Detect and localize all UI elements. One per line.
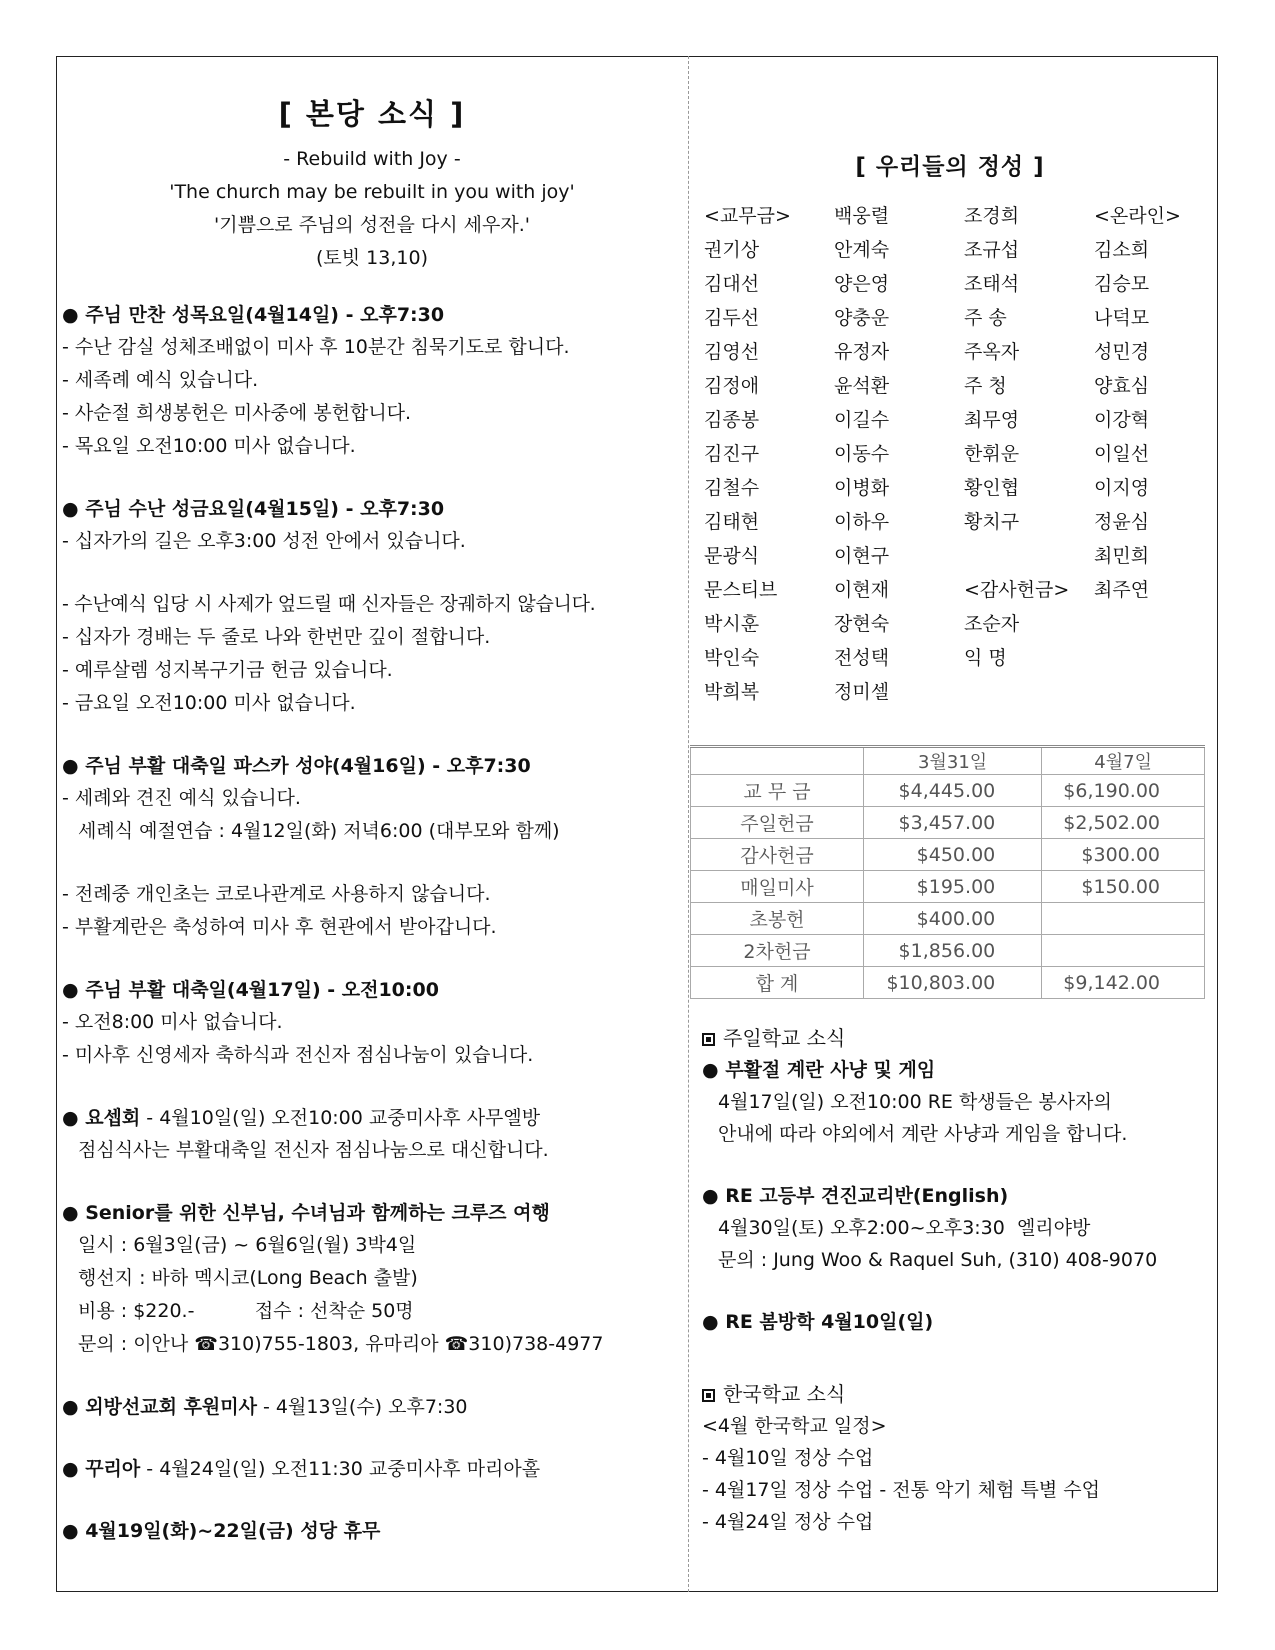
finance-amount: $195.00	[864, 871, 1042, 903]
finance-amount: $150.00	[1042, 871, 1205, 903]
donor-name: 조경희	[964, 205, 1020, 227]
easter-vigil-line: 세례식 예절연습 : 4월12일(화) 저녁6:00 (대부모와 함께)	[78, 820, 560, 842]
donor-name: 박인숙	[704, 647, 760, 669]
donor-name: 성민경	[1094, 341, 1150, 363]
parish-news-title: [ 본당 소식 ]	[278, 97, 466, 131]
easter-sunday-line: - 오전8:00 미사 없습니다.	[62, 1011, 283, 1033]
finance-amount: $300.00	[1042, 839, 1205, 871]
donor-name: 이강혁	[1094, 409, 1150, 431]
donor-name: 최민희	[1094, 545, 1150, 567]
donor-name: 조태석	[964, 273, 1020, 295]
mission-mass-detail: - 4월13일(수) 오후7:30	[257, 1396, 468, 1418]
donor-name: 이지영	[1094, 477, 1150, 499]
good-friday-line: - 십자가 경배는 두 줄로 나와 한번만 깊이 절합니다.	[62, 626, 491, 648]
donor-name: 문광식	[704, 545, 760, 567]
donor-name: 정미셀	[834, 681, 890, 703]
korean-school-line: - 4월24일 정상 수업	[702, 1511, 874, 1533]
donor-name: <교무금>	[704, 205, 791, 227]
mission-mass-heading	[62, 1391, 682, 1423]
good-friday-heading: ● 주님 수난 성금요일(4월15일) - 오후7:30	[62, 498, 445, 520]
donor-name: 최주연	[1094, 579, 1150, 601]
donor-name: 김태현	[704, 511, 760, 533]
donor-name: 김정애	[704, 375, 760, 397]
finance-amount: $400.00	[864, 903, 1042, 935]
finance-amount	[1042, 935, 1205, 967]
donor-name: 이동수	[834, 443, 890, 465]
donor-name: 이병화	[834, 477, 890, 499]
donor-name: 이길수	[834, 409, 890, 431]
finance-amount: $1,856.00	[864, 935, 1042, 967]
sunday-school-heading	[702, 1022, 1212, 1054]
donor-name: <감사헌금>	[964, 579, 1070, 601]
cruise-line: 일시 : 6월3일(금) ~ 6월6일(월) 3박4일	[78, 1234, 417, 1256]
joseph-society-line: 점심식사는 부활대축일 전신자 점심나눔으로 대신합니다.	[78, 1139, 549, 1161]
donor-name: 유정자	[834, 341, 890, 363]
joseph-society-detail: - 4월10일(일) 오전10:00 교중미사후 사무엘방	[140, 1107, 541, 1129]
joseph-society-heading	[62, 1102, 682, 1134]
finance-header-cell	[691, 747, 864, 775]
easter-sunday-heading: ● 주님 부활 대축일(4월17일) - 오전10:00	[62, 979, 439, 1001]
finance-row	[691, 839, 1205, 871]
korean-school-line: - 4월10일 정상 수업	[702, 1447, 874, 1469]
confirmation-heading: ● RE 고등부 견진교리반(English)	[702, 1185, 1009, 1207]
finance-row	[691, 935, 1205, 967]
holy-thursday-line: - 사순절 희생봉헌은 미사중에 봉헌합니다.	[62, 402, 412, 424]
easter-vigil-line: - 부활계란은 축성하여 미사 후 현관에서 받아갑니다.	[62, 916, 497, 938]
donor-name	[1094, 641, 1224, 675]
donor-name: 장현숙	[834, 613, 890, 635]
donor-name: 황치구	[964, 511, 1020, 533]
donor-name: 양충운	[834, 307, 890, 329]
square-bullet-icon	[702, 1389, 715, 1402]
finance-amount: $450.00	[864, 839, 1042, 871]
donor-name: 김두선	[704, 307, 760, 329]
good-friday-line: - 십자가의 길은 오후3:00 성전 안에서 있습니다.	[62, 530, 466, 552]
donor-name: 박시훈	[704, 613, 760, 635]
donor-name: 이하우	[834, 511, 890, 533]
donor-name: 김승모	[1094, 273, 1150, 295]
finance-row	[691, 807, 1205, 839]
finance-category: 교 무 금	[691, 775, 864, 807]
donor-name: 주 송	[964, 307, 1007, 329]
finance-category: 주일헌금	[691, 807, 864, 839]
finance-amount: $4,445.00	[864, 775, 1042, 807]
korean-school-heading	[702, 1378, 1212, 1410]
donor-name: 이현재	[834, 579, 890, 601]
cruise-line: 비용 : $220.- 접수 : 선착순 50명	[78, 1300, 414, 1322]
motto-line: - Rebuild with Joy -	[283, 148, 461, 170]
spring-break-heading: ● RE 봄방학 4월10일(일)	[702, 1311, 934, 1333]
finance-header-cell: 4월7일	[1042, 747, 1205, 775]
easter-hunt-heading: ● 부활절 계란 사냥 및 게임	[702, 1059, 936, 1081]
donor-name: 한휘운	[964, 443, 1020, 465]
donor-name: 안계숙	[834, 239, 890, 261]
donor-name	[964, 539, 1094, 573]
donor-name	[1094, 675, 1224, 709]
donor-name: 윤석환	[834, 375, 890, 397]
closure-heading: ● 4월19일(화)~22일(금) 성당 휴무	[62, 1520, 381, 1542]
parish-news-column	[62, 92, 682, 1547]
cruise-line: 행선지 : 바하 멕시코(Long Beach 출발)	[78, 1267, 418, 1289]
sunday-school-heading-text: 주일학교 소식	[723, 1026, 846, 1050]
holy-thursday-line: - 세족례 예식 있습니다.	[62, 369, 259, 391]
donor-name: 황인협	[964, 477, 1020, 499]
donor-name: 문스티브	[704, 579, 778, 601]
donor-name: 조규섭	[964, 239, 1020, 261]
donor-name: <온라인>	[1094, 205, 1181, 227]
easter-vigil-line: - 세례와 견진 예식 있습니다.	[62, 787, 301, 809]
donor-name	[1094, 607, 1224, 641]
motto-citation: (토빗 13,10)	[316, 247, 428, 269]
donor-name: 조순자	[964, 613, 1020, 635]
finance-amount	[1042, 903, 1205, 935]
finance-category: 합 계	[691, 967, 864, 999]
donor-name: 주옥자	[964, 341, 1020, 363]
donor-name: 익 명	[964, 647, 1007, 669]
good-friday-line: - 예루살렘 성지복구기금 헌금 있습니다.	[62, 659, 393, 681]
mission-mass-label: ● 외방선교회 후원미사	[62, 1396, 257, 1418]
easter-vigil-line: - 전례중 개인초는 코로나관계로 사용하지 않습니다.	[62, 883, 491, 905]
korean-school-subheading: <4월 한국학교 일정>	[702, 1415, 887, 1437]
donor-name: 최무영	[964, 409, 1020, 431]
easter-sunday-line: - 미사후 신영세자 축하식과 전신자 점심나눔이 있습니다.	[62, 1044, 534, 1066]
finance-amount: $6,190.00	[1042, 775, 1205, 807]
donor-list	[690, 199, 1210, 709]
finance-amount: $10,803.00	[864, 967, 1042, 999]
column-divider	[688, 56, 689, 1592]
holy-thursday-heading: ● 주님 만찬 성목요일(4월14일) - 오후7:30	[62, 304, 445, 326]
donor-name: 백웅렬	[834, 205, 890, 227]
donor-name: 정윤심	[1094, 511, 1150, 533]
donor-name: 이현구	[834, 545, 890, 567]
finance-header-cell: 3월31일	[864, 747, 1042, 775]
cruise-line: 문의 : 이안나 ☎310)755-1803, 유마리아 ☎310)738-4977	[78, 1333, 604, 1355]
easter-hunt-line: 안내에 따라 야외에서 계란 사냥과 게임을 합니다.	[718, 1123, 1128, 1145]
good-friday-line: - 수난예식 입당 시 사제가 엎드릴 때 신자들은 장궤하지 않습니다.	[62, 593, 596, 615]
cruise-heading: ● Senior를 위한 신부님, 수녀님과 함께하는 크루즈 여행	[62, 1202, 550, 1224]
finance-category: 매일미사	[691, 871, 864, 903]
donor-name: 양은영	[834, 273, 890, 295]
donor-name: 김철수	[704, 477, 760, 499]
school-news	[702, 1022, 1212, 1538]
donor-name: 권기상	[704, 239, 760, 261]
korean-school-heading-text: 한국학교 소식	[723, 1382, 846, 1406]
finance-amount: $3,457.00	[864, 807, 1042, 839]
holy-thursday-line: - 목요일 오전10:00 미사 없습니다.	[62, 435, 356, 457]
finance-row	[691, 871, 1205, 903]
donor-name: 전성택	[834, 647, 890, 669]
donor-name: 김소희	[1094, 239, 1150, 261]
finance-category: 감사헌금	[691, 839, 864, 871]
holy-thursday-line: - 수난 감실 성체조배없이 미사 후 10분간 침묵기도로 합니다.	[62, 336, 570, 358]
confirmation-line: 4월30일(토) 오후2:00~오후3:30 엘리야방	[718, 1217, 1091, 1239]
easter-vigil-heading: ● 주님 부활 대축일 파스카 성야(4월16일) - 오후7:30	[62, 755, 531, 777]
curia-label: ● 꾸리아	[62, 1458, 141, 1480]
finance-row	[691, 967, 1205, 999]
donor-name: 양효심	[1094, 375, 1150, 397]
finance-category: 2차헌금	[691, 935, 864, 967]
donor-name: 박희복	[704, 681, 760, 703]
finance-amount: $2,502.00	[1042, 807, 1205, 839]
donor-name: 김진구	[704, 443, 760, 465]
offerings-column	[690, 148, 1210, 709]
donor-name: 김종봉	[704, 409, 760, 431]
finance-amount: $9,142.00	[1042, 967, 1205, 999]
donor-name	[964, 675, 1094, 709]
easter-hunt-line: 4월17일(일) 오전10:00 RE 학생들은 봉사자의	[718, 1091, 1112, 1113]
donor-name: 주 청	[964, 375, 1007, 397]
donor-name: 이일선	[1094, 443, 1150, 465]
finance-row	[691, 903, 1205, 935]
curia-detail: - 4월24일(일) 오전11:30 교중미사후 마리아홀	[140, 1458, 541, 1480]
joseph-society-label: ● 요셉회	[62, 1107, 141, 1129]
motto-line: 'The church may be rebuilt in you with joy'	[169, 181, 575, 203]
donor-name: 김영선	[704, 341, 760, 363]
finance-header-row	[691, 747, 1205, 775]
curia-heading	[62, 1453, 682, 1485]
finance-category: 초봉헌	[691, 903, 864, 935]
finance-row	[691, 775, 1205, 807]
confirmation-line: 문의 : Jung Woo & Raquel Suh, (310) 408-9070	[718, 1249, 1158, 1271]
donor-name: 나덕모	[1094, 307, 1150, 329]
motto-line: '기쁨으로 주님의 성전을 다시 세우자.'	[214, 214, 530, 236]
korean-school-line: - 4월17일 정상 수업 - 전통 악기 체험 특별 수업	[702, 1479, 1100, 1501]
good-friday-line: - 금요일 오전10:00 미사 없습니다.	[62, 692, 356, 714]
offerings-title: [ 우리들의 정성 ]	[855, 154, 1045, 180]
square-bullet-icon	[702, 1033, 715, 1046]
donor-name: 김대선	[704, 273, 760, 295]
finance-table	[690, 745, 1205, 999]
